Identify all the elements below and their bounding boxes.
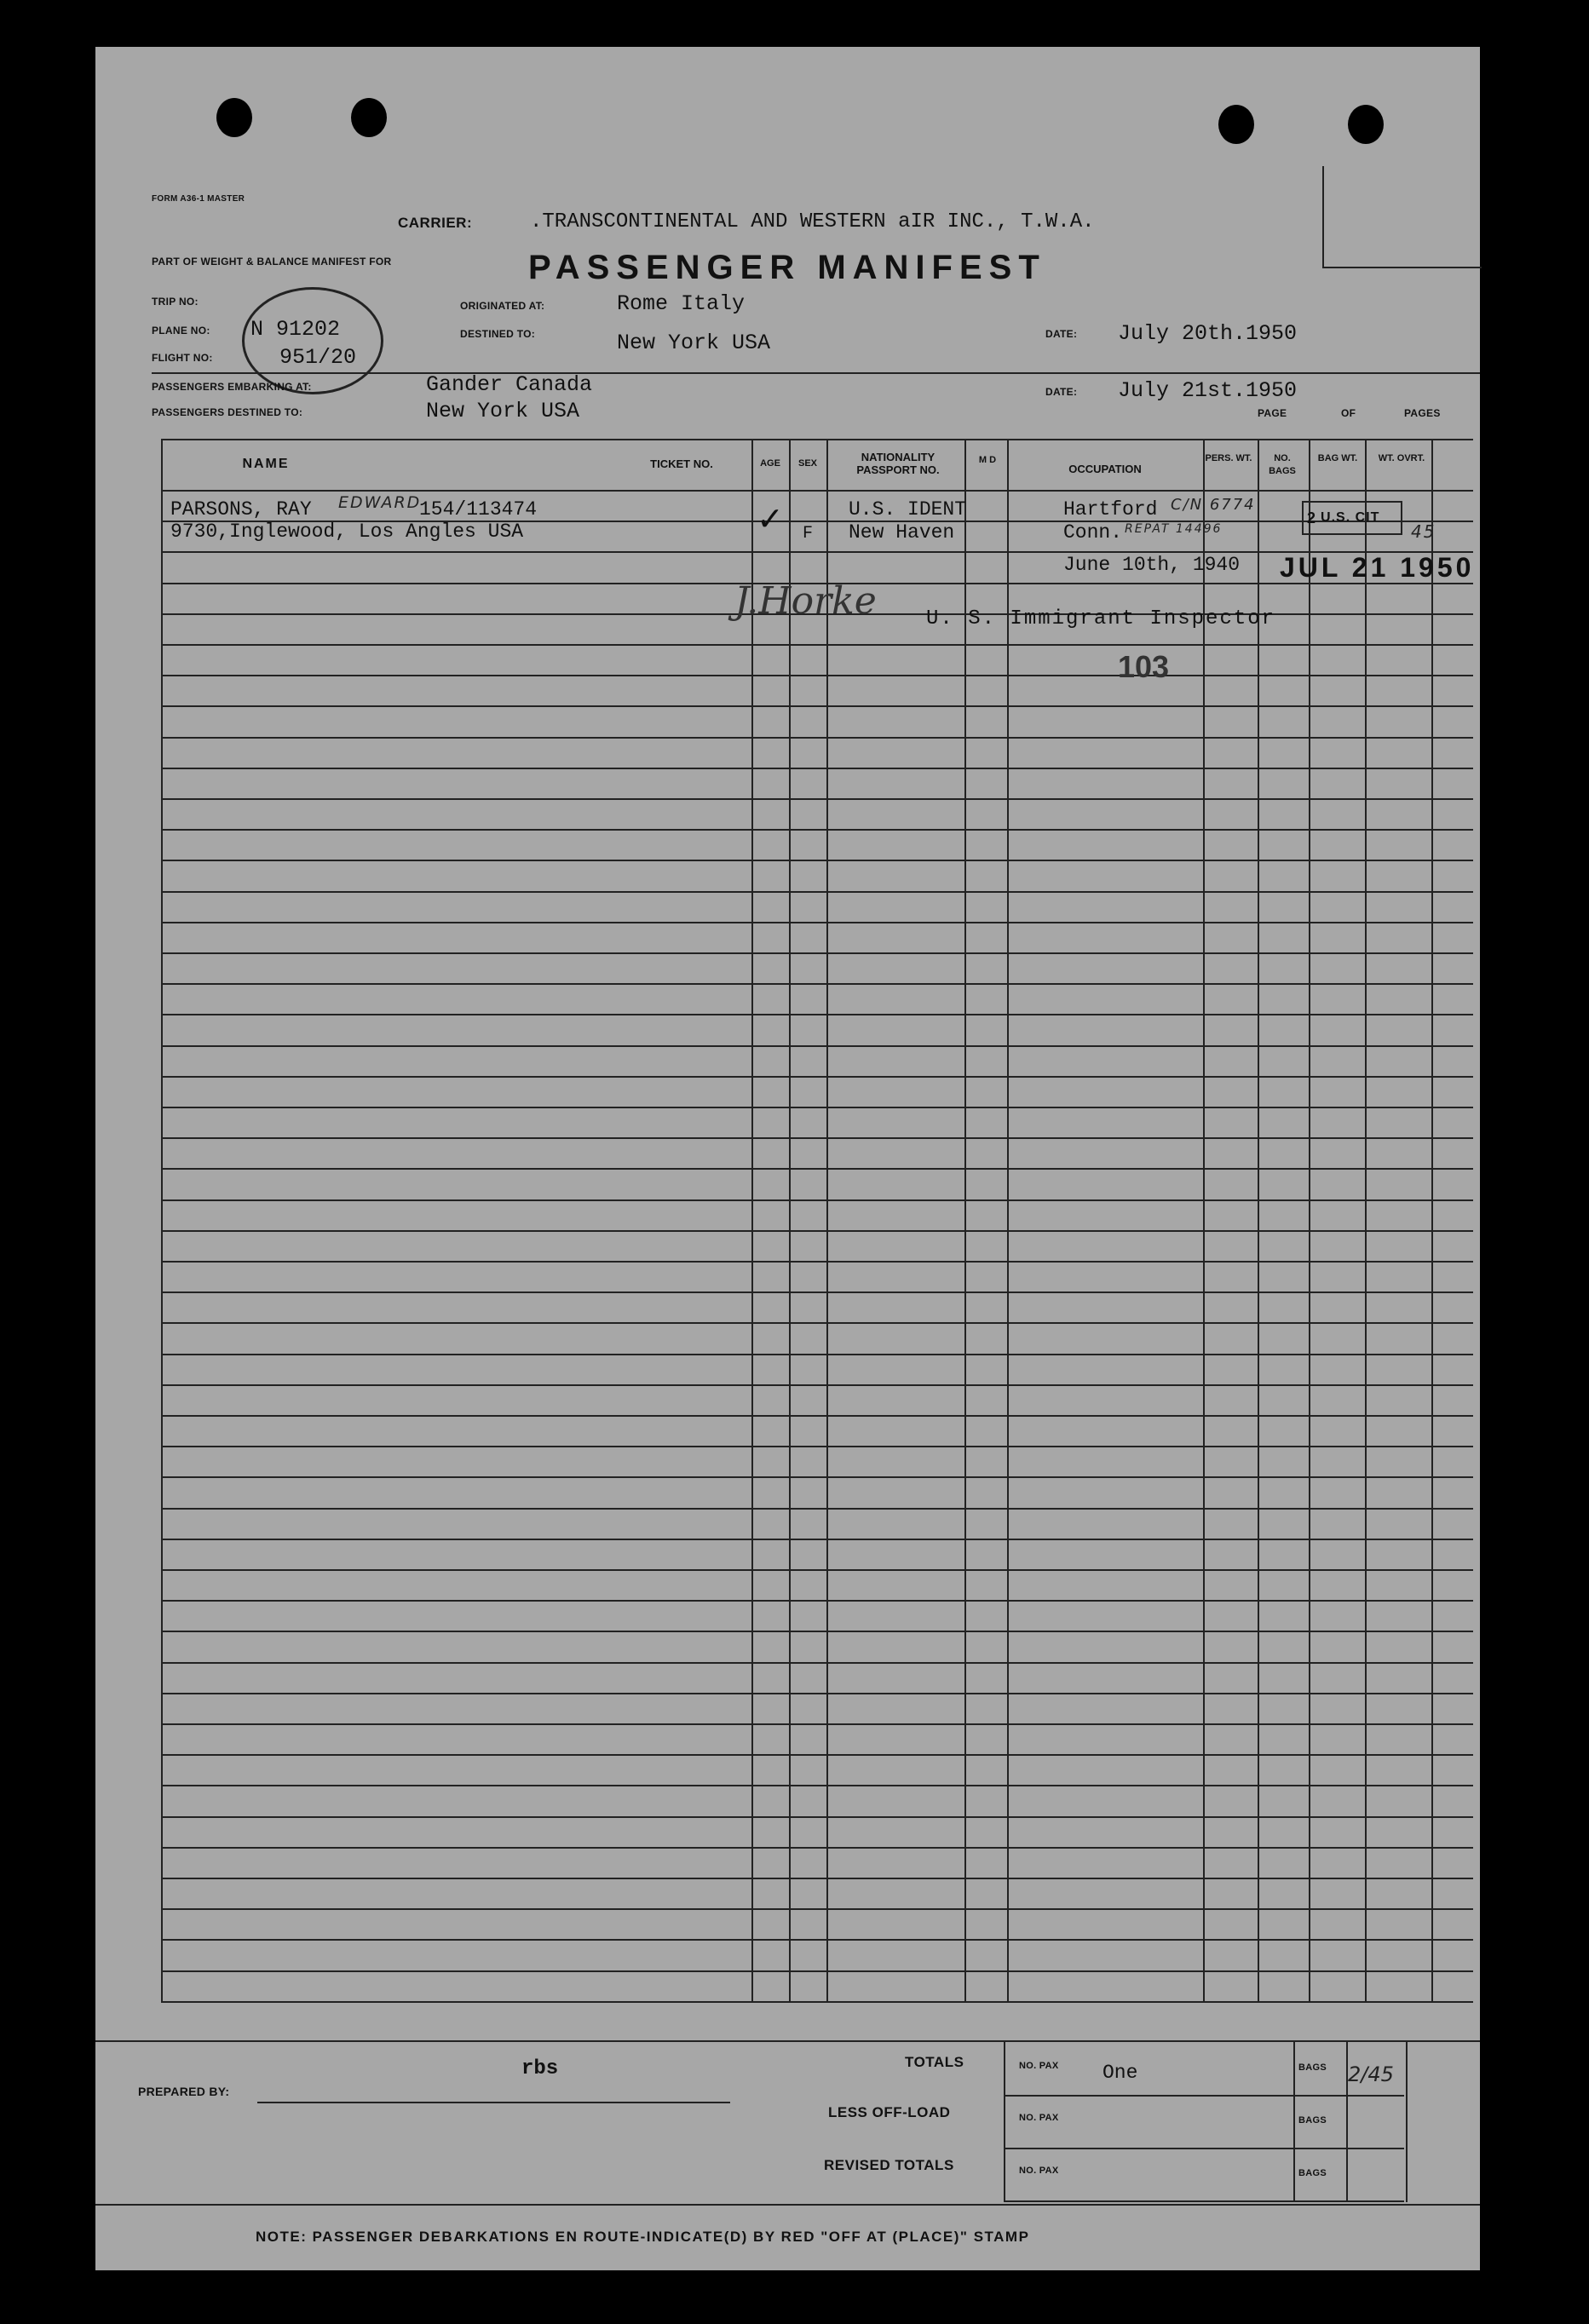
entry-occupation-3: June 10th, 1940: [1063, 554, 1241, 576]
inspector-title: U. S. Immigrant Inspector: [926, 607, 1276, 630]
row-line: [161, 705, 1473, 707]
row-line: [161, 1230, 1473, 1232]
col-divider: [1431, 439, 1433, 2002]
entry-occupation-hand1: C/N 6774: [1171, 496, 1256, 514]
row-line: [161, 1384, 1473, 1386]
totals-label: TOTALS: [905, 2054, 964, 2070]
row-line: [161, 1076, 1473, 1078]
us-citizen-stamp: [1302, 501, 1402, 535]
col-divider: [1203, 439, 1205, 2002]
col-divider: [161, 439, 163, 2002]
no-pax-label: NO. PAX: [1019, 2061, 1059, 2071]
pages-label: PAGES: [1404, 407, 1441, 419]
destined-value: New York USA: [617, 331, 771, 355]
col-divider: [964, 439, 966, 2002]
row-line: [161, 1600, 1473, 1602]
totals-row-line: [1004, 2095, 1404, 2097]
col-no-bags: NO. BAGS: [1269, 453, 1296, 476]
no-pax-label: NO. PAX: [1019, 2166, 1059, 2176]
row-line: [161, 1322, 1473, 1324]
row-line: [161, 1569, 1473, 1571]
row-line: [161, 1754, 1473, 1756]
col-divider: [1007, 439, 1009, 2002]
totals-divider: [1293, 2042, 1295, 2202]
entry-occupation-1: Hartford: [1063, 498, 1158, 521]
footer-note: NOTE: PASSENGER DEBARKATIONS EN ROUTE-INDICATE(D) BY RED "OFF AT (PLACE)" STAMP: [256, 2229, 1030, 2245]
no-pax-label: NO. PAX: [1019, 2113, 1059, 2123]
plane-circle-mark: [242, 287, 383, 394]
col-divider: [789, 439, 791, 2002]
punch-hole: [351, 98, 387, 137]
row-line: [161, 1723, 1473, 1725]
row-line: [161, 860, 1473, 861]
entry-occupation-hand2: REPAT 14496: [1125, 522, 1223, 536]
row-line: [161, 1662, 1473, 1664]
manifest-title: PASSENGER MANIFEST: [528, 249, 1046, 286]
bags-label: BAGS: [1298, 2168, 1327, 2178]
flight-no-label: FLIGHT NO:: [152, 352, 213, 364]
plane-no-value: N 91202: [250, 317, 341, 342]
page-label: PAGE: [1258, 407, 1287, 419]
entry-age-check: ✓: [757, 500, 784, 538]
col-divider: [1309, 439, 1310, 2002]
punch-hole: [1348, 105, 1384, 144]
row-line: [161, 1107, 1473, 1108]
col-occupation: OCCUPATION: [1068, 463, 1142, 475]
row-line: [161, 1415, 1473, 1417]
header-separator: [152, 372, 1480, 374]
originated-label: ORIGINATED AT:: [460, 300, 545, 312]
flight-no-value: 951/20: [279, 345, 357, 370]
totals-row-line: [1004, 2148, 1404, 2149]
entry-occupation-2: Conn.: [1063, 521, 1123, 544]
entry-ticket: 154/113474: [419, 498, 538, 521]
row-line: [161, 1446, 1473, 1447]
row-line: [161, 983, 1473, 985]
row-line: [161, 1970, 1473, 1972]
row-line: [161, 1908, 1473, 1910]
col-sex: SEX: [797, 458, 817, 469]
row-line: [161, 644, 1473, 646]
col-pers-wt: PERS. WT.: [1205, 453, 1252, 463]
row-line: [161, 1939, 1473, 1941]
entry-nationality-1: U.S. IDENT: [849, 498, 967, 521]
prepared-value: rbs: [521, 2057, 559, 2080]
date1-value: July 20th.1950: [1118, 321, 1298, 346]
row-line: [161, 952, 1473, 954]
row-line: [161, 1014, 1473, 1015]
col-wt-ovrt: WT. OVRT.: [1378, 453, 1425, 463]
row-line: [161, 1199, 1473, 1201]
row-line: [161, 1137, 1473, 1139]
note-line: [95, 2204, 1480, 2206]
entry-nationality-2: New Haven: [849, 521, 955, 544]
punch-hole: [216, 98, 252, 137]
col-divider: [751, 439, 753, 2002]
plane-no-label: PLANE NO:: [152, 325, 210, 337]
bags-label: BAGS: [1298, 2115, 1327, 2126]
col-bag-wt: BAG WT.: [1317, 453, 1358, 463]
date-stamp: JUL 21 1950: [1280, 552, 1475, 583]
col-age: AGE: [760, 458, 780, 469]
of-label: OF: [1341, 407, 1356, 419]
manifest-sheet: [95, 47, 1480, 2270]
corner-box: [1322, 166, 1482, 268]
inspector-signature: J.Horke: [734, 579, 877, 623]
row-line: [161, 1045, 1473, 1047]
totals-pax: One: [1103, 2062, 1138, 2084]
col-md: M D: [978, 455, 997, 465]
less-offload-label: LESS OFF-LOAD: [828, 2104, 951, 2120]
row-line: [161, 829, 1473, 831]
embarking-value: Gander Canada: [426, 372, 593, 397]
row-line: [161, 1631, 1473, 1632]
entry-wt-ovrt: 45: [1411, 521, 1436, 542]
us-cit-text: U.S. CIT: [1321, 510, 1380, 525]
row-line: [161, 922, 1473, 923]
row-line: [161, 1508, 1473, 1510]
row-line: [161, 798, 1473, 800]
row-line: [161, 1539, 1473, 1540]
destined-label: DESTINED TO:: [460, 328, 536, 340]
form-number: FORM A36-1 MASTER: [152, 194, 245, 204]
row-line: [161, 490, 1473, 492]
col-name: NAME: [242, 457, 290, 471]
row-line: [161, 1693, 1473, 1694]
col-divider: [826, 439, 828, 2002]
entry-sex: F: [803, 524, 814, 544]
row-line: [161, 1354, 1473, 1355]
col-ticket: TICKET NO.: [650, 457, 713, 470]
entry-name-handwritten: EDWARD: [338, 493, 422, 512]
row-line: [161, 1878, 1473, 1879]
date1-label: DATE:: [1045, 328, 1078, 340]
row-line: [161, 675, 1473, 676]
prepared-label: PREPARED BY:: [138, 2085, 230, 2098]
entry-name: PARSONS, RAY: [170, 498, 312, 521]
originated-value: Rome Italy: [617, 291, 746, 316]
bags-count: 2: [1307, 509, 1316, 526]
date2-value: July 21st.1950: [1118, 378, 1298, 403]
bags-label: BAGS: [1298, 2062, 1327, 2073]
passenger-table: [161, 439, 1473, 2034]
destined2-value: New York USA: [426, 399, 580, 423]
embarking-label: PASSENGERS EMBARKING AT:: [152, 381, 312, 393]
prepared-underline: [257, 2102, 730, 2103]
carrier-value: .TRANSCONTINENTAL AND WESTERN aIR INC., T.W.A.: [530, 210, 1095, 233]
stamp-number: 103: [1118, 649, 1170, 684]
col-divider: [1258, 439, 1259, 2002]
trip-no-label: TRIP NO:: [152, 296, 199, 308]
row-line: [161, 1168, 1473, 1170]
date2-label: DATE:: [1045, 386, 1078, 398]
row-line: [161, 1816, 1473, 1818]
row-line: [161, 737, 1473, 739]
col-divider: [1365, 439, 1367, 2002]
row-line: [161, 1847, 1473, 1849]
row-line: [161, 1291, 1473, 1293]
row-line: [161, 2001, 1473, 2003]
destined2-label: PASSENGERS DESTINED TO:: [152, 406, 303, 418]
row-line: [161, 1476, 1473, 1478]
carrier-label: CARRIER:: [398, 215, 473, 231]
totals-bags: 2/45: [1348, 2062, 1394, 2086]
punch-hole: [1218, 105, 1254, 144]
row-line: [161, 768, 1473, 769]
row-line: [161, 1785, 1473, 1786]
totals-row-line: [1004, 2200, 1404, 2202]
row-line: [161, 891, 1473, 893]
revised-totals-label: REVISED TOTALS: [824, 2157, 954, 2173]
row-line: [161, 551, 1473, 553]
row-line: [161, 1261, 1473, 1263]
entry-address: 9730,Inglewood, Los Angles USA: [170, 521, 524, 543]
part-of-label: PART OF WEIGHT & BALANCE MANIFEST FOR: [152, 256, 392, 267]
col-nationality: NATIONALITY PASSPORT NO.: [856, 451, 940, 476]
